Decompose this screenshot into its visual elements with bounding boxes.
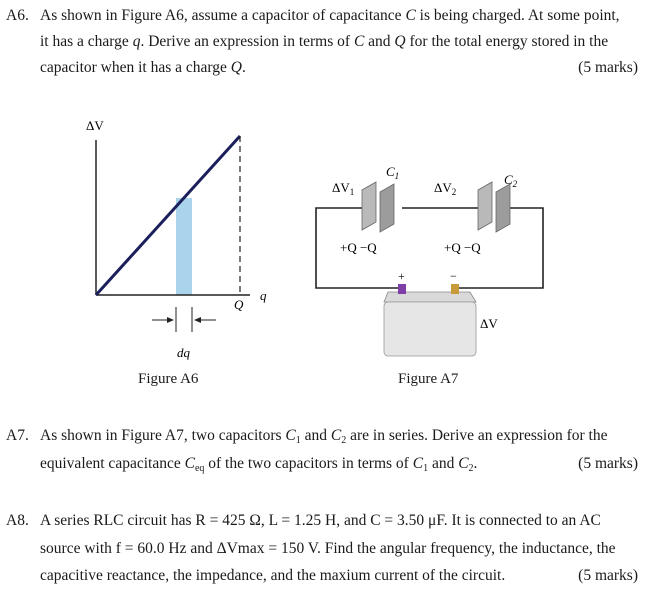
text: C (330, 427, 342, 444)
battery-dv-label: ΔV (480, 316, 498, 331)
text: and (300, 427, 331, 444)
figure-a7 (300, 160, 560, 370)
text: 1 (423, 463, 429, 474)
figure-a7-caption: Figure A7 (398, 371, 459, 387)
battery-negative-terminal (451, 284, 459, 294)
text: equivalent capacitance (40, 455, 185, 472)
text: of the two capacitors in terms of (204, 455, 413, 472)
question-number: A7. (6, 427, 29, 444)
text: Q (230, 59, 242, 76)
question-line (40, 59, 246, 77)
question-number: A6. (6, 7, 29, 24)
text: As shown in Figure A7, two capacitors (40, 427, 286, 444)
text: eq (194, 463, 205, 474)
dq-label: dq (177, 345, 190, 360)
text: . (242, 59, 246, 76)
marks: (5 marks) (578, 567, 638, 584)
text: C (184, 455, 195, 472)
question-number: A8. (6, 512, 29, 529)
text: are in series. Derive an expression for the (346, 427, 608, 444)
arrowhead (167, 317, 174, 323)
text: 2 (341, 435, 347, 446)
capacitor-c2-plate-right (496, 184, 510, 232)
capacitor-c1-plate-left (362, 182, 376, 230)
text: Q (394, 33, 406, 50)
c2-label: $C_2$ (504, 172, 518, 189)
text: for the total energy stored in the (405, 33, 609, 50)
question-line: capacitive reactance, the impedance, and the maxium current of the circuit. (40, 567, 506, 584)
charge-label-c2: +Q −Q (444, 240, 481, 255)
capacitor-c2-plate-left (478, 182, 492, 230)
c1-label: $C_1$ (386, 164, 400, 181)
question-line (40, 7, 620, 25)
figure-a6 (70, 112, 280, 372)
dq-strip (176, 198, 192, 295)
battery-positive-terminal (398, 284, 406, 294)
question-line: source with f = 60.0 Hz and ΔVmax = 150 V. Find the angular frequency, the inductance, the (40, 540, 616, 557)
x-axis-label: q (260, 288, 267, 303)
text: 1 (295, 435, 301, 446)
marks: (5 marks) (578, 59, 638, 76)
voltage-line (96, 136, 240, 295)
battery-plus-label: + (398, 269, 405, 283)
dv2-label: $\Delta V_2$ (434, 180, 457, 197)
q-label: Q (234, 297, 244, 312)
text: C (412, 455, 424, 472)
text: As shown in Figure A6, assume a capacitor of capacitance (40, 7, 406, 24)
charge-label-c1: +Q −Q (340, 240, 377, 255)
text: . Derive an expression in terms of (140, 33, 354, 50)
text: it has a charge (40, 33, 133, 50)
text: C (405, 7, 416, 24)
marks: (5 marks) (578, 455, 638, 472)
arrowhead (194, 317, 201, 323)
text: . (473, 455, 478, 472)
text: C (458, 455, 469, 472)
text: 2 (468, 463, 474, 474)
y-axis-label: ΔV (86, 118, 104, 133)
question-line (40, 455, 477, 474)
text: and (428, 455, 459, 472)
text: and (364, 33, 395, 50)
text: is being charged. At some point, (415, 7, 620, 24)
text: q (132, 33, 141, 50)
battery-body (384, 302, 476, 356)
capacitor-c1-plate-right (380, 184, 394, 232)
question-line (40, 427, 607, 446)
battery-top (384, 292, 476, 302)
question-line: A series RLC circuit has R = 425 Ω, L = 1.25 H, and C = 3.50 μF. It is connected to an AC (40, 512, 601, 529)
text: C (353, 33, 365, 50)
battery-minus-label: − (450, 269, 457, 283)
text: C (285, 427, 296, 444)
question-line (40, 33, 608, 51)
text: capacitor when it has a charge (40, 59, 231, 76)
dv1-label: $\Delta V_1$ (332, 180, 355, 197)
figure-a6-caption: Figure A6 (138, 371, 199, 387)
